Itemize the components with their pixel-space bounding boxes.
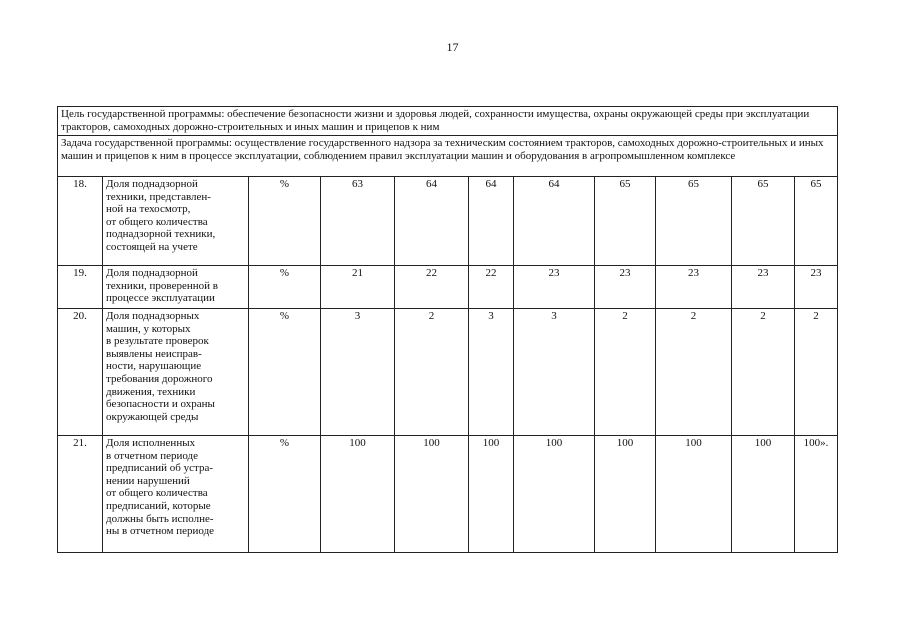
description-line: от общего количества bbox=[106, 487, 208, 500]
indicator-description bbox=[103, 436, 249, 553]
value-cell: 2 bbox=[656, 309, 732, 436]
value-cell: 3 bbox=[321, 309, 395, 436]
indicators-table bbox=[57, 106, 838, 553]
value-cell: 3 bbox=[514, 309, 595, 436]
value-cell: 22 bbox=[469, 266, 514, 309]
description-line: движения, техники bbox=[106, 385, 196, 398]
indicator-description bbox=[103, 177, 249, 266]
value-cell: 100». bbox=[795, 436, 838, 553]
indicator-description bbox=[103, 266, 249, 309]
value-cell: 3 bbox=[469, 309, 514, 436]
description-line: поднадзорной техники, bbox=[106, 228, 216, 241]
value-cell: 100 bbox=[656, 436, 732, 553]
description-line: состоящей на учете bbox=[106, 240, 198, 253]
description-line: в отчетном периоде bbox=[106, 449, 199, 462]
description-line: Доля поднадзорной bbox=[106, 267, 198, 279]
page-number: 17 bbox=[446, 40, 459, 54]
table-row bbox=[58, 309, 838, 436]
unit-cell: % bbox=[249, 436, 321, 553]
description-line: техники, проверенной в bbox=[106, 279, 218, 292]
description-line: техники, представлен- bbox=[106, 190, 211, 203]
value-cell: 63 bbox=[321, 177, 395, 266]
task-cell: Задача государственной программы: осуществление государственного надзора за техническим состоянием тракторов, самоходных дорожно-строительных и иных машин и прицепов к ним в процессе эксплуатации, соблюдением правил эксплуатации машин и оборудования в агропромышленном комплексе bbox=[58, 136, 838, 177]
unit-cell: % bbox=[249, 266, 321, 309]
row-number: 21. bbox=[58, 436, 103, 553]
value-cell: 64 bbox=[469, 177, 514, 266]
value-cell: 2 bbox=[395, 309, 469, 436]
description-line: предписаний, которые bbox=[106, 499, 211, 512]
description-line: должны быть исполне- bbox=[106, 512, 214, 525]
description-line: окружающей среды bbox=[106, 410, 199, 423]
description-line: Доля поднадзорной bbox=[106, 178, 198, 190]
description-line: предписаний об устра- bbox=[106, 462, 214, 475]
unit-cell: % bbox=[249, 177, 321, 266]
description-line: нении нарушений bbox=[106, 474, 190, 487]
value-cell: 100 bbox=[469, 436, 514, 553]
description-line: безопасности и охраны bbox=[106, 398, 215, 411]
table-row bbox=[58, 436, 838, 553]
goal-cell: Цель государственной программы: обеспечение безопасности жизни и здоровья людей, сохранности имущества, охраны окружающей среды при эксплуатации тракторов, самоходных дорожно-строительных и иных машин и прицепов к ним bbox=[58, 107, 838, 136]
description-line: Доля исполненных bbox=[106, 437, 196, 449]
value-cell: 2 bbox=[795, 309, 838, 436]
value-cell: 23 bbox=[595, 266, 656, 309]
description-line: процессе эксплуатации bbox=[106, 292, 215, 305]
value-cell: 65 bbox=[656, 177, 732, 266]
value-cell: 64 bbox=[395, 177, 469, 266]
row-number: 19. bbox=[58, 266, 103, 309]
value-cell: 21 bbox=[321, 266, 395, 309]
value-cell: 23 bbox=[732, 266, 795, 309]
indicator-description bbox=[103, 309, 249, 436]
value-cell: 64 bbox=[514, 177, 595, 266]
value-cell: 100 bbox=[732, 436, 795, 553]
description-line: от общего количества bbox=[106, 215, 208, 228]
table-row bbox=[58, 177, 838, 266]
value-cell: 2 bbox=[595, 309, 656, 436]
row-number: 18. bbox=[58, 177, 103, 266]
value-cell: 65 bbox=[732, 177, 795, 266]
value-cell: 100 bbox=[595, 436, 656, 553]
table-row bbox=[58, 266, 838, 309]
description-line: Доля поднадзорных bbox=[106, 310, 200, 322]
row-number: 20. bbox=[58, 309, 103, 436]
value-cell: 23 bbox=[795, 266, 838, 309]
description-line: в результате проверок bbox=[106, 335, 209, 348]
goal-row bbox=[58, 107, 838, 136]
value-cell: 22 bbox=[395, 266, 469, 309]
description-line: ны в отчетном периоде bbox=[106, 525, 215, 538]
description-line: машин, у которых bbox=[106, 322, 191, 335]
unit-cell: % bbox=[249, 309, 321, 436]
task-row bbox=[58, 136, 838, 177]
description-line: ной на техосмотр, bbox=[106, 203, 191, 216]
value-cell: 65 bbox=[595, 177, 656, 266]
value-cell: 23 bbox=[514, 266, 595, 309]
value-cell: 2 bbox=[732, 309, 795, 436]
value-cell: 100 bbox=[321, 436, 395, 553]
description-line: требования дорожного bbox=[106, 372, 213, 385]
value-cell: 65 bbox=[795, 177, 838, 266]
value-cell: 100 bbox=[514, 436, 595, 553]
description-line: выявлены неисправ- bbox=[106, 347, 202, 360]
value-cell: 23 bbox=[656, 266, 732, 309]
value-cell: 100 bbox=[395, 436, 469, 553]
description-line: ности, нарушающие bbox=[106, 360, 202, 373]
